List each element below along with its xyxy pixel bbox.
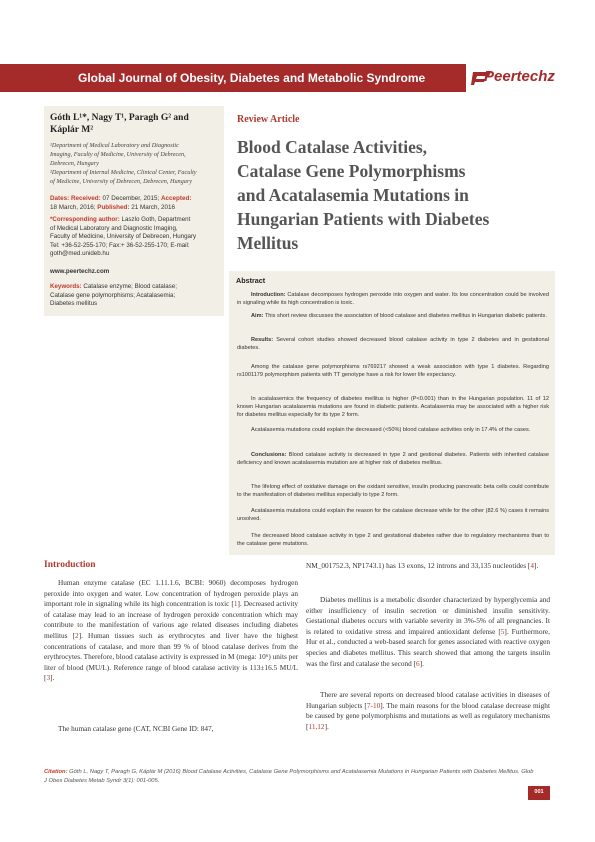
abstract-paragraph-9: Acatalasemia mutations could explain the reason for the catalase decrease while for the other (82.6 %) cases it remains unsolved. bbox=[237, 508, 549, 522]
corresponding-line-2: of Medical Laboratory and Diagnostic Imaging, bbox=[50, 224, 178, 232]
corresponding-line-3: Faculty of Medicine, University of Debrecen, Hungary bbox=[50, 233, 197, 241]
abstract-paragraph-4: Among the catalase gene polymorphisms rs769217 showed a weak association with type 1 diabetes. Regarding rs1001179 polymorphism patients with TT genotype have a risk for lower life expectancy. bbox=[237, 364, 549, 378]
abstract-paragraph-8: The lifelong effect of oxidative damage on the oxidant sensitive, insulin producing pancreatic beta cells could contribute to the manifestation of diabetes mellitus especially to type 2 form. bbox=[237, 484, 549, 498]
article-type: Review Article bbox=[237, 114, 300, 125]
corresponding-line-1 bbox=[50, 216, 190, 225]
citation-link[interactable]: 4 bbox=[530, 561, 535, 570]
title-line-2: Catalase Gene Polymorphisms bbox=[237, 161, 466, 181]
title-line-3: and Acatalasemia Mutations in bbox=[237, 185, 469, 205]
right-paragraph-0: NM_001752.3, NP1743.1) has 13 exons, 12 introns and 33,135 nucleotides [4]. bbox=[306, 561, 539, 570]
introduction-paragraph-1: Human enzyme catalase (EC 1.11.1.6, BCBI: 9060) decomposes hydrogen peroxide into oxygen and water. Low concentration of hydrogen peroxide plays an important role in signaling while its high concentration is toxic [1]. Decreased activity of catalase may lead to an increase of hydrogen peroxide concentration which may contribute to the manifestation of various age related diseases including diabetes mellitus [2]. Human tissues such as erythrocytes and liver have the highest concentrations of catalase, and more than 99 % of blood catalase derives from the erythrocytes. Therefore, blood catalase activity is expressed in M (mega: 10⁶) units per liter of blood (MU/L). Reference range of blood catalase activity is 113±16.5 MU/L [3]. bbox=[44, 578, 299, 683]
authors-line-1: Góth L¹*, Nagy T¹, Paragh G² and bbox=[50, 113, 189, 123]
journal-title: Global Journal of Obesity, Diabetes and Metabolic Syndrome bbox=[78, 71, 426, 85]
citation-text: Góth L, Nagy T, Paragh G, Káplár M (2016) Blood Catalase Activities, Catalase Gene Polymorphisms and Acatalasemia Mutations in Hungarian Patients with Diabetes Mellitus. Glob J Obes Diabetes Metab Syndr 3(1): 001-005. bbox=[44, 769, 534, 784]
page-number: 001 bbox=[534, 789, 544, 795]
accepted-date: 18 March, 2016; bbox=[50, 204, 96, 211]
abstract-paragraph-10: The decreased blood catalase activity in type 2 and gestational diabetes rather due to regulatory mechanisms than to the catalase gene mutations. bbox=[237, 533, 549, 547]
citation-link[interactable]: 2 bbox=[75, 630, 79, 640]
article-dates-line-2 bbox=[50, 203, 175, 212]
keywords-line-2: Catalase gene polymorphisms; Acatalasemia; bbox=[50, 291, 176, 299]
keywords-line-1 bbox=[50, 283, 177, 292]
title-line-4: Hungarian Patients with Diabetes bbox=[237, 209, 490, 229]
title-line-5: Mellitus bbox=[237, 233, 299, 253]
publisher-website-link[interactable]: www.peertechz.com bbox=[50, 268, 110, 275]
affiliation-2-line-2: of Medicine, University of Debrecen, Debrecen, Hungary bbox=[50, 178, 192, 185]
title-line-1: Blood Catalase Activities, bbox=[237, 137, 428, 157]
corresponding-line-4: Tel: +36-52-255-170; Fax:+ 36-52-255-170; E-mail: bbox=[50, 241, 190, 249]
introduction-paragraph-2: The human catalase gene (CAT, NCBI Gene ID: 847, bbox=[58, 724, 214, 733]
abstract-heading: Abstract bbox=[236, 276, 266, 285]
citation-link[interactable]: 3 bbox=[46, 673, 51, 683]
citation-link[interactable]: 7-10 bbox=[366, 700, 381, 710]
received-date: 07 December, 2015; bbox=[102, 195, 160, 202]
abstract-introduction: Introduction: Catalase decomposes hydrogen peroxide into oxygen and water. Its low concentration could be involved in signaling while its high concentration is toxic. bbox=[237, 292, 550, 306]
article-dates-line-1 bbox=[50, 194, 191, 203]
citation-footer bbox=[44, 768, 534, 786]
affiliation-1-line-1: ¹Department of Medical Laboratory and Diagnostic bbox=[50, 142, 179, 149]
authors-line-2: Káplár M² bbox=[50, 125, 94, 135]
abstract-aim: Aim: This short review discusses the association of blood catalase and diabetes mellitus in Hungarian diabetic patients. bbox=[251, 313, 547, 319]
received-label: Received: bbox=[71, 195, 101, 202]
corresponding-label: *Corresponding author: bbox=[50, 216, 120, 223]
accepted-label: Accepted: bbox=[160, 195, 192, 202]
right-paragraph-2: There are several reports on decreased blood catalase activities in diseases of Hungarian subjects [7-10]. The main reasons for the blood catalase decrease might be caused by gene polymorphisms and mutations as well as regulatory mechanisms [11,12]. bbox=[306, 690, 550, 731]
dates-label: Dates: bbox=[50, 195, 70, 202]
abstract-results-label: Results: bbox=[251, 337, 274, 343]
citation-link[interactable]: 1 bbox=[233, 599, 238, 609]
abstract-paragraph-5: In acatalasemics the frequency of diabetes mellitus is higher (P<0.001) than in the Hungarian population. 11 of 12 known Hungarian acatalasemia mutations are found in diabetic patients. Acatalasemia may be associated with a higher risk for diabetes mellitus especially for its type 2 form. bbox=[237, 396, 549, 418]
keywords-label: Keywords: bbox=[50, 283, 82, 290]
citation-link[interactable]: 5 bbox=[500, 626, 505, 636]
affiliation-1-line-3: Debrecen, Hungary bbox=[50, 160, 99, 167]
citation-label: Citation: bbox=[44, 769, 68, 775]
abstract-intro-label: Introduction: bbox=[251, 292, 286, 298]
right-paragraph-1: Diabetes mellitus is a metabolic disorder characterized by hyperglycemia and either insufficiency of insulin secretion or diminished insulin sensitivity. Gestational diabetes occurs with variable severity in 3%-5% of all pregnancies. It is related to oxidative stress and impaired antioxidant defense [5]. Furthermore, Hur et al., conducted a web-based search for genes associated with reactive oxygen species and diabetes mellitus. This search showed that among the targets insulin was the first and catalase the second [6]. bbox=[306, 595, 550, 668]
published-date: 21 March, 2016 bbox=[131, 204, 175, 211]
published-label: Published: bbox=[97, 204, 130, 211]
article-title bbox=[237, 135, 557, 255]
abstract-conclusions: Conclusions: Blood catalase activity is decreased in type 2 and gestional diabetes. Patients with inherited catalase deficiency and known acatalasemia mutation are at higher risk of diabetes mellitus. bbox=[237, 452, 549, 466]
citation-link[interactable]: 6 bbox=[416, 658, 420, 668]
publisher-logo-text: Peertechz bbox=[484, 68, 555, 85]
abstract-conclusions-label: Conclusions: bbox=[251, 452, 287, 458]
abstract-aim-label: Aim: bbox=[251, 313, 264, 319]
affiliation-2-line-1: ²Department of Internal Medicine, Clinical Center, Faculty bbox=[50, 169, 197, 176]
corresponding-author: Laszlo Goth, Department bbox=[121, 216, 191, 223]
citation-link[interactable]: 11,12 bbox=[308, 721, 325, 731]
corresponding-email[interactable]: goth@med.unideb.hu bbox=[50, 250, 110, 258]
affiliation-1-line-2: Imaging, Faculty of Medicine, University of Debrecen, bbox=[50, 151, 186, 158]
keywords-text-1: Catalase enzyme; Blood catalase; bbox=[83, 283, 177, 290]
keywords-line-3: Diabetes mellitus bbox=[50, 300, 98, 308]
introduction-heading: Introduction bbox=[44, 560, 96, 570]
abstract-paragraph-6: Acatalasemia mutations could explain the decreased (<50%) blood catalase activities only in 17.4% of the cases. bbox=[251, 427, 531, 433]
abstract-results: Results: Several cohort studies showed decreased blood catalase activity in type 2 diabetes and in gestational diabetes. bbox=[237, 337, 549, 351]
